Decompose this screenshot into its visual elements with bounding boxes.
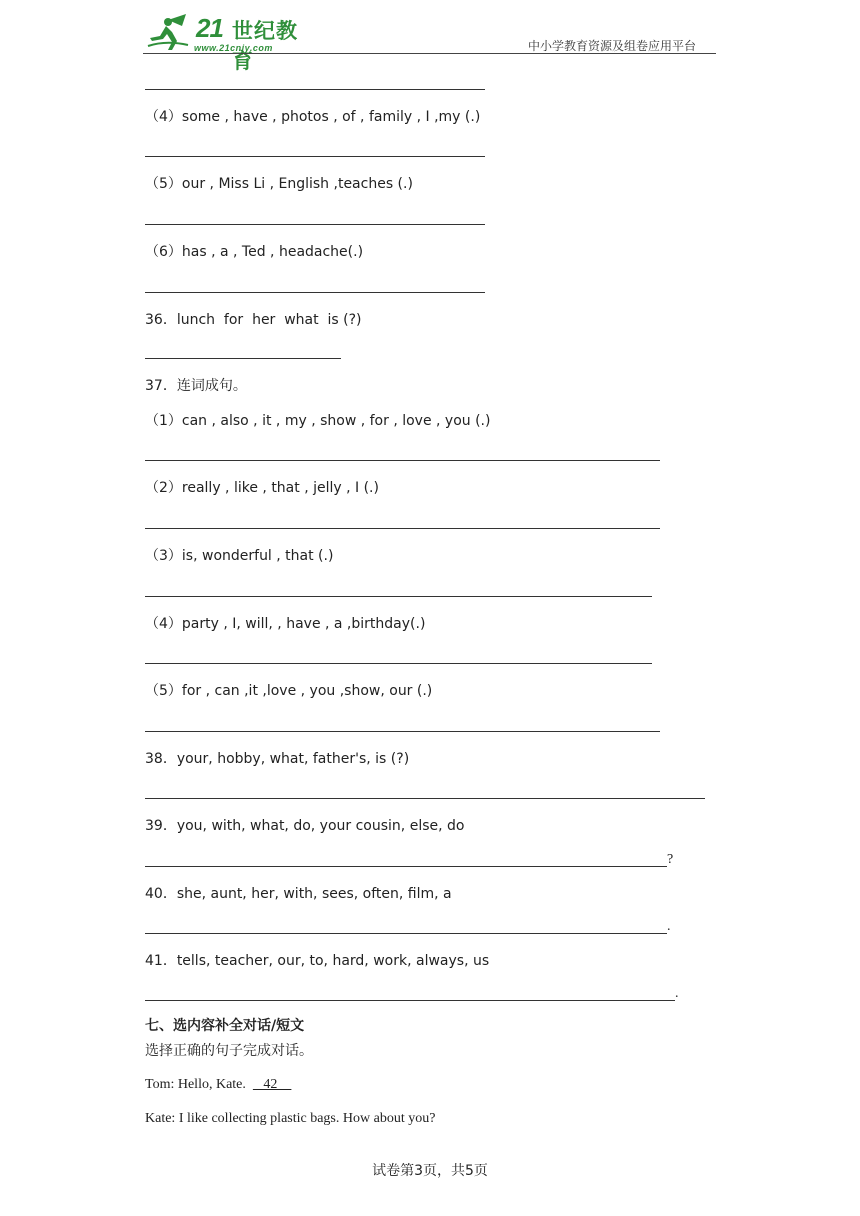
question-38: 38．your, hobby, what, father's, is (?) [145,751,410,767]
question-35-4: （4）some , have , photos , of , family , I ,my (.) [145,109,481,125]
question-36: 36．lunch for her what is (?) [145,312,362,328]
section-7-title: 七、选内容补全对话/短文 [145,1018,305,1034]
logo-chinese-name: 世纪教育 [232,19,298,73]
answer-line[interactable] [145,866,667,867]
answer-line[interactable] [145,89,485,90]
question-40: 40．she, aunt, her, with, sees, often, film, a [145,886,452,902]
answer-line[interactable] [145,596,652,597]
header-divider [143,53,716,54]
answer-line[interactable] [145,224,485,225]
logo-url: www.21cnjy.com [194,43,273,53]
answer-line[interactable] [145,933,667,934]
runner-logo-icon [146,12,192,52]
answer-line[interactable] [145,358,341,359]
question-39-mark: ? [667,852,674,867]
question-37-2: （2）really , like , that , jelly , I (.) [145,480,379,496]
answer-line[interactable] [145,798,705,799]
question-37-3: （3）is, wonderful , that (.) [145,548,334,564]
dialogue-line-1 [145,1076,291,1094]
question-35-5: （5）our , Miss Li , English ,teaches (.) [145,176,413,192]
dialogue-blank-42[interactable]: 42 [252,1077,292,1092]
question-41-mark: . [675,986,679,1001]
site-logo [146,12,306,73]
dialogue-line-2: Kate: I like collecting plastic bags. How about you? [145,1111,436,1126]
page-number: 试卷第3页，共5页 [372,1163,488,1179]
question-39: 39．you, with, what, do, your cousin, else, do [145,818,465,834]
section-7-instruction: 选择正确的句子完成对话。 [145,1043,313,1059]
answer-line[interactable] [145,292,485,293]
question-41: 41．tells, teacher, our, to, hard, work, always, us [145,953,490,969]
question-40-mark: . [667,919,671,934]
answer-line[interactable] [145,1000,675,1001]
answer-line[interactable] [145,731,660,732]
answer-line[interactable] [145,156,485,157]
answer-line[interactable] [145,528,660,529]
question-37-5: （5）for , can ,it ,love , you ,show, our (.) [145,683,433,699]
question-35-6: （6）has , a , Ted , headache(.) [145,244,364,260]
answer-line[interactable] [145,460,660,461]
question-37-1: （1）can , also , it , my , show , for , love , you (.) [145,413,491,429]
question-37-4: （4）party , I, will, , have , a ,birthday(.) [145,616,426,632]
answer-line[interactable] [145,663,652,664]
logo-number: 21 [196,13,223,43]
dialogue-line-1-text: Tom: Hello, Kate. [145,1077,246,1092]
question-37: 37．连词成句。 [145,378,247,394]
header-platform-text: 中小学教育资源及组卷应用平台 [528,39,697,53]
